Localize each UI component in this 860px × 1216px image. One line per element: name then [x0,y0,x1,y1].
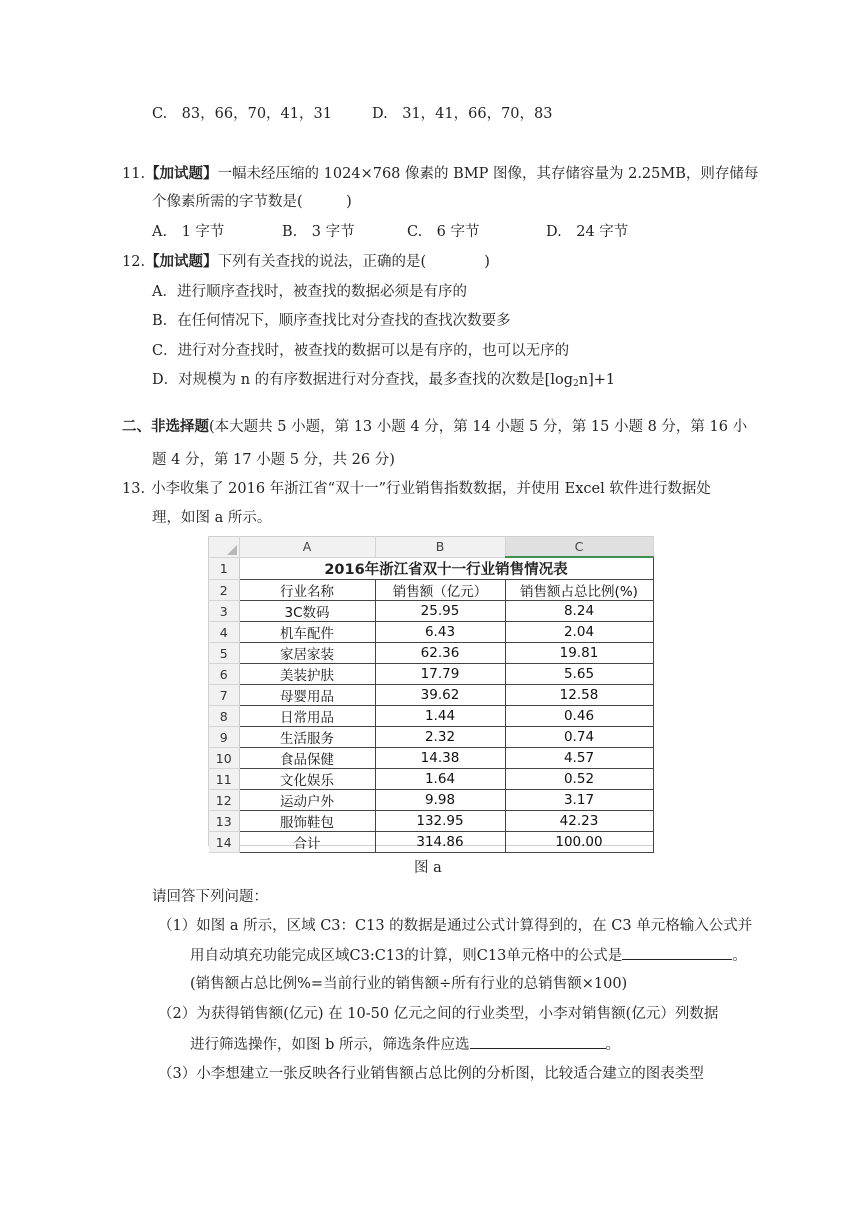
excel-cell-industry: 服饰鞋包 [239,811,375,832]
excel-data-row [209,601,653,622]
section2-heading-line [122,417,747,437]
q11-option-b: B. 3 字节 [282,224,355,240]
excel-cell-sales: 314.86 [375,832,505,853]
excel-cell-share: 0.46 [505,706,653,727]
excel-row-number: 8 [209,706,239,727]
excel-cell-industry: 美装护肤 [239,664,375,685]
excel-row-2 [209,580,653,601]
q11-text-line1: 一幅未经压缩的 1024×768 像素的 BMP 图像，其存储容量为 2.25MB，则存储每 [217,166,759,182]
excel-row-number: 11 [209,769,239,790]
excel-header-industry: 行业名称 [239,580,375,601]
excel-cell-share: 19.81 [505,643,653,664]
q13-part2-text: 进行筛选操作，如图 b 所示，筛选条件应选 [190,1037,470,1053]
excel-cell-sales: 14.38 [375,748,505,769]
excel-cell-sales: 1.64 [375,769,505,790]
excel-sheet [209,537,654,853]
excel-cell-sales: 17.79 [375,664,505,685]
q13-part2-end: 。 [605,1037,620,1053]
excel-cell-industry: 家居家装 [239,643,375,664]
excel-row-number: 2 [209,580,239,601]
excel-cell-industry: 生活服务 [239,727,375,748]
excel-data-row [209,685,653,706]
excel-cell-sales: 39.62 [375,685,505,706]
q13-number: 13. [122,481,146,497]
excel-cell-industry: 合计 [239,832,375,853]
section2-note-line1: (本大题共 5 小题，第 13 小题 4 分，第 14 小题 5 分，第 15 小题 8 分，第 16 小 [209,419,748,435]
q11-option-a: A. 1 字节 [152,224,225,240]
excel-column-header-a: A [239,537,375,557]
q12-option-b: B．在任何情况下，顺序查找比对分查找的查找次数要多 [152,313,511,329]
excel-title-cell: 2016年浙江省双十一行业销售情况表 [239,557,653,580]
excel-row-number: 9 [209,727,239,748]
q13-prompt: 请回答下列问题： [152,889,268,905]
q11-option-d: D. 24 字节 [546,224,629,240]
excel-cell-share: 0.52 [505,769,653,790]
excel-data-rows [209,601,653,853]
excel-row-number: 4 [209,622,239,643]
q13-part1-end: 。 [732,948,747,964]
excel-cell-sales: 1.44 [375,706,505,727]
q13-text-line1: 小李收集了 2016 年浙江省“双十一”行业销售指数数据，并使用 Excel 软件进行数据处 [151,481,711,497]
q11-text-line2: 个像素所需的字节数是( ) [152,194,352,210]
excel-cell-sales: 25.95 [375,601,505,622]
excel-cell-industry: 机车配件 [239,622,375,643]
excel-row-number: 3 [209,601,239,622]
excel-cell-sales: 62.36 [375,643,505,664]
q13-part1-line1: （1）如图 a 所示，区域 C3：C13 的数据是通过公式计算得到的，在 C3 单元格输入公式并 [158,918,753,934]
excel-cell-share: 42.23 [505,811,653,832]
excel-cell-industry: 食品保健 [239,748,375,769]
excel-cell-share: 8.24 [505,601,653,622]
excel-row-number: 1 [209,557,239,580]
q13-stem [122,479,711,499]
excel-column-header-b: B [375,537,505,557]
excel-cell-industry: 母婴用品 [239,685,375,706]
excel-column-header-c: C [505,537,653,557]
q13-part1-line2 [190,945,747,966]
excel-data-row [209,727,653,748]
q12-text: 下列有关查找的说法，正确的是( ) [217,254,490,270]
excel-data-row [209,622,653,643]
q11-tag: 【加试题】 [145,166,218,182]
excel-row-number: 12 [209,790,239,811]
excel-data-row [209,643,653,664]
excel-header-sales: 销售额（亿元） [375,580,505,601]
q12-option-d-subscript: 2 [573,379,579,389]
q13-part1-line3: (销售额占总比例%=当前行业的销售额÷所有行业的总销售额×100) [190,976,628,992]
excel-data-row [209,811,653,832]
excel-cell-sales: 9.98 [375,790,505,811]
excel-data-row [209,748,653,769]
q13-part3-line1: （3）小李想建立一张反映各行业销售额占总比例的分析图，比较适合建立的图表类型 [158,1066,704,1082]
excel-header-share: 销售额占总比例(%) [505,580,653,601]
q13-part2-answer-blank[interactable] [470,1034,606,1049]
q13-part1-answer-blank[interactable] [622,945,732,960]
excel-cell-share: 100.00 [505,832,653,853]
excel-column-header-row [209,537,653,557]
q12-stem [122,252,490,272]
excel-cell-share: 0.74 [505,727,653,748]
q12-option-d-suffix: n]+1 [578,372,616,388]
excel-cell-industry: 3C数码 [239,601,375,622]
q10-option-d: D. 31，41，66，70，83 [372,106,553,122]
excel-data-row [209,832,653,853]
excel-row-number: 13 [209,811,239,832]
q11-stem [122,164,758,184]
excel-row-number: 7 [209,685,239,706]
figure-a-caption: 图 a [414,860,442,876]
excel-data-row [209,664,653,685]
q13-text-line2: 理，如图 a 所示。 [152,510,272,526]
q13-part1-text: 用自动填充功能完成区域C3:C13的计算，则C13单元格中的公式是 [190,948,623,964]
q13-part2-line1: （2）为获得销售额(亿元) 在 10-50 亿元之间的行业类型，小李对销售额(亿元）列数据 [158,1006,719,1022]
q11-option-c: C. 6 字节 [407,224,480,240]
excel-cell-share: 2.04 [505,622,653,643]
excel-cell-sales: 132.95 [375,811,505,832]
excel-cell-industry: 文化娱乐 [239,769,375,790]
q12-number: 12. [122,254,146,270]
excel-row-number: 10 [209,748,239,769]
excel-cell-share: 4.57 [505,748,653,769]
q13-part2-line2 [190,1034,620,1055]
excel-data-row [209,790,653,811]
excel-row-number: 5 [209,643,239,664]
excel-data-row [209,769,653,790]
excel-cell-industry: 运动户外 [239,790,375,811]
excel-data-row [209,706,653,727]
q12-option-c: C．进行对分查找时，被查找的数据可以是有序的，也可以无序的 [152,343,570,359]
excel-cell-industry: 日常用品 [239,706,375,727]
excel-cell-sales: 6.43 [375,622,505,643]
q12-option-a: A．进行顺序查找时，被查找的数据必须是有序的 [152,284,467,300]
excel-row-number: 14 [209,832,239,853]
q10-option-c: C. 83，66，70，41，31 [152,106,332,122]
excel-cell-share: 5.65 [505,664,653,685]
q12-tag: 【加试题】 [145,254,218,270]
section2-note-line2: 题 4 分，第 17 小题 5 分，共 26 分) [152,452,395,468]
excel-cell-share: 12.58 [505,685,653,706]
excel-cell-sales: 2.32 [375,727,505,748]
q11-number: 11. [122,166,146,182]
q12-option-d [152,370,615,394]
q12-option-d-prefix: D．对规模为 n 的有序数据进行对分查找，最多查找的次数是[log [152,372,573,388]
excel-cell-share: 3.17 [505,790,653,811]
excel-screenshot-figure [208,536,654,852]
excel-row-1 [209,557,653,580]
excel-row-number: 6 [209,664,239,685]
section2-heading: 二、非选择题 [122,419,209,435]
excel-select-all-corner [209,537,239,557]
